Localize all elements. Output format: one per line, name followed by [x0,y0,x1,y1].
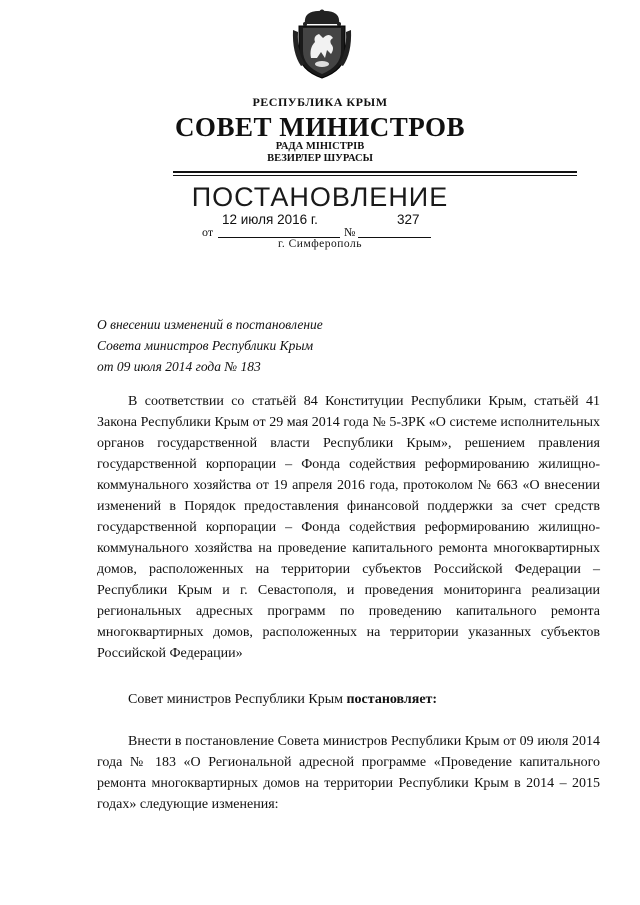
council-title-crimean-tatar: ВЕЗИРЛЕР ШУРАСЫ [267,153,373,164]
council-title: СОВЕТ МИНИСТРОВ [174,112,466,142]
number-label: № [344,225,356,239]
from-label: от [202,225,214,239]
preamble-paragraph: В соответствии со статьёй 84 Конституции Республики Крым, статьёй 41 Закона Республики Крым от 29 мая 2014 года № 5-ЗРК «О системе исполнительных органов государственной власти Республики Крым», решением правления государственной корпорации – Фонда содействия реформированию жилищно-коммунального хозяйства от 19 апреля 2016 года, протоколом № 663 «О внесении изменений в Порядок предоставления финансовой поддержки за счет средств государственной корпорации – Фонда содействия реформированию жилищно-коммунального хозяйства на проведение капитального ремонта многоквартирных домов, расположенных на территории субъектов Российской Федерации – Республики Крым и г. Севастополя, и проведения мониторинга реализации региональных адресных программ по проведению капитального ремонта многоквартирных домов, расположенных на территории указанных субъектов Российской Федерации» [97,394,600,661]
coat-of-arms-emblem [291,8,353,80]
decree-title: ПОСТАНОВЛЕНИЕ [191,182,449,212]
republic-name: РЕСПУБЛИКА КРЫМ [252,95,388,109]
header-divider-thick [173,171,577,173]
decree-number: 327 [397,212,420,227]
city-name: г. Симферополь [277,238,363,250]
resolution-paragraph [97,689,600,710]
decree-subject [97,314,323,377]
amendment-paragraph: Внести в постановление Совета министров Республики Крым от 09 июля 2014 года № 183 «О Региональной адресной программе «Проведение капитального ремонта многоквартирных домов на территории Республики Крым в 2014 – 2015 годах» следующие изменения: [97,734,600,812]
resolution-verb: постановляет: [346,692,438,707]
resolution-lead: Совет министров Республики Крым [128,692,347,707]
subject-line-3: от 09 июля 2014 года № 183 [97,359,261,374]
header-divider-thin [173,175,577,176]
subject-line-1: О внесении изменений в постановление [97,317,323,332]
subject-line-2: Совета министров Республики Крым [97,338,314,353]
decree-date: 12 июля 2016 г. [222,212,318,227]
council-title-ukrainian: РАДА МІНІСТРІВ [275,141,365,152]
